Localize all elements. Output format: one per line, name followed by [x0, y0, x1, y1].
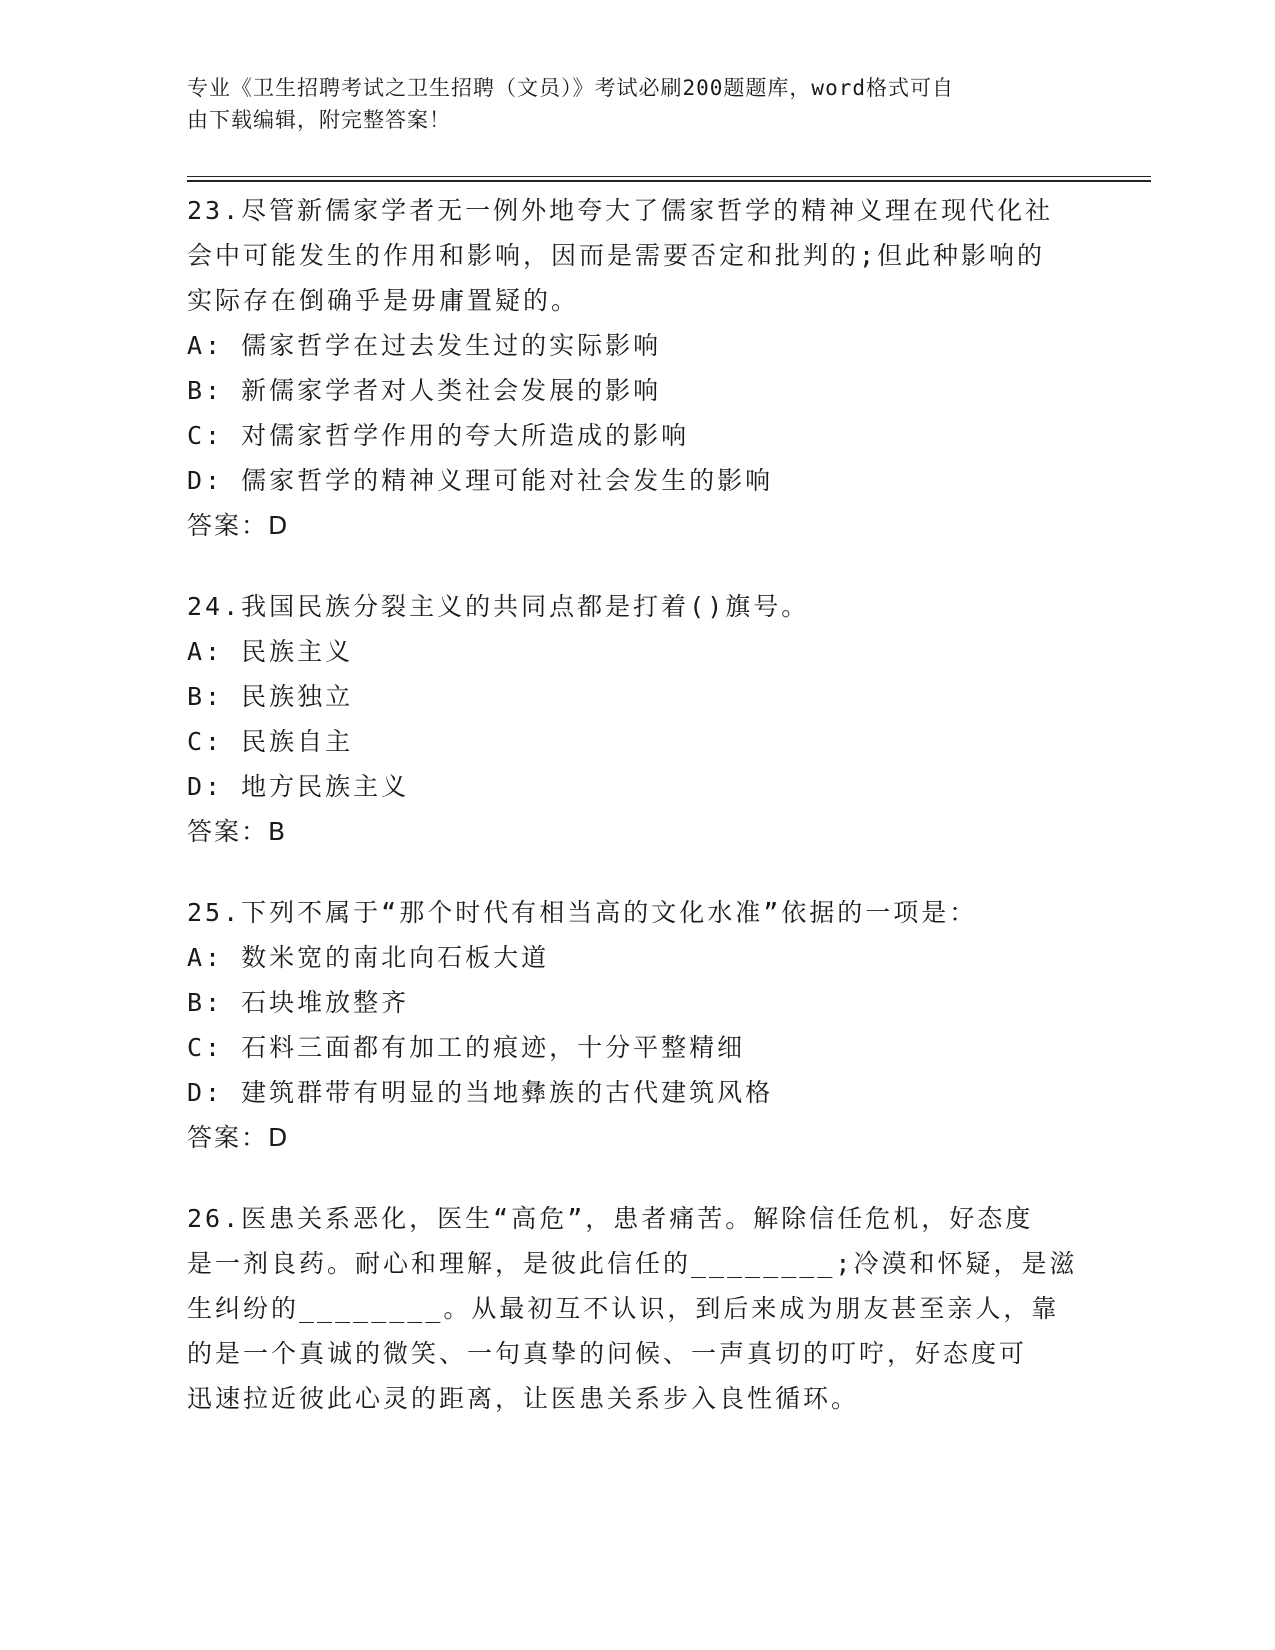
question-23: [187, 188, 1087, 548]
question-stem-line: 24.我国民族分裂主义的共同点都是打着()旗号。: [187, 592, 810, 621]
option-c: C: 石料三面都有加工的痕迹，十分平整精细: [187, 1033, 746, 1062]
option-b: B: 新儒家学者对人类社会发展的影响: [187, 376, 662, 405]
question-stem-line: 生纠纷的________。从最初互不认识，到后来成为朋友甚至亲人，靠: [187, 1294, 1060, 1323]
question-stem-line: 的是一个真诚的微笑、一句真挚的问候、一声真切的叮咛，好态度可: [187, 1339, 1028, 1368]
option-c: C: 民族自主: [187, 727, 354, 756]
question-stem-line: 会中可能发生的作用和影响，因而是需要否定和批判的;但此种影响的: [187, 241, 1046, 270]
answer-label: 答案：D: [187, 1123, 290, 1152]
question-25: [187, 890, 1087, 1160]
question-stem-line: 26.医患关系恶化，医生“高危”，患者痛苦。解除信任危机，好态度: [187, 1204, 1034, 1233]
document-header: [187, 72, 1067, 136]
header-divider-thick: [187, 180, 1151, 182]
option-d: D: 建筑群带有明显的当地彝族的古代建筑风格: [187, 1078, 774, 1107]
option-b: B: 石块堆放整齐: [187, 988, 410, 1017]
option-d: D: 地方民族主义: [187, 772, 410, 801]
question-24: [187, 584, 1087, 854]
header-line-2: 由下载编辑，附完整答案！: [187, 108, 451, 132]
option-a: A: 民族主义: [187, 637, 354, 666]
question-stem-line: 实际存在倒确乎是毋庸置疑的。: [187, 286, 580, 315]
header-divider-thin: [187, 176, 1151, 177]
option-a: A: 儒家哲学在过去发生过的实际影响: [187, 331, 662, 360]
question-stem-line: 23.尽管新儒家学者无一例外地夸大了儒家哲学的精神义理在现代化社: [187, 196, 1054, 225]
question-list: [187, 188, 1087, 1457]
question-stem-line: 是一剂良药。耐心和理解，是彼此信任的________;冷漠和怀疑，是滋: [187, 1249, 1078, 1278]
answer-label: 答案：D: [187, 511, 290, 540]
option-a: A: 数米宽的南北向石板大道: [187, 943, 550, 972]
question-stem-line: 迅速拉近彼此心灵的距离，让医患关系步入良性循环。: [187, 1384, 860, 1413]
question-26: [187, 1196, 1087, 1421]
option-d: D: 儒家哲学的精神义理可能对社会发生的影响: [187, 466, 774, 495]
header-line-1: 专业《卫生招聘考试之卫生招聘（文员）》考试必刷200题题库，word格式可自: [187, 76, 954, 100]
option-c: C: 对儒家哲学作用的夸大所造成的影响: [187, 421, 690, 450]
option-b: B: 民族独立: [187, 682, 354, 711]
answer-label: 答案：B: [187, 817, 288, 846]
question-stem-line: 25.下列不属于“那个时代有相当高的文化水准”依据的一项是：: [187, 898, 978, 927]
